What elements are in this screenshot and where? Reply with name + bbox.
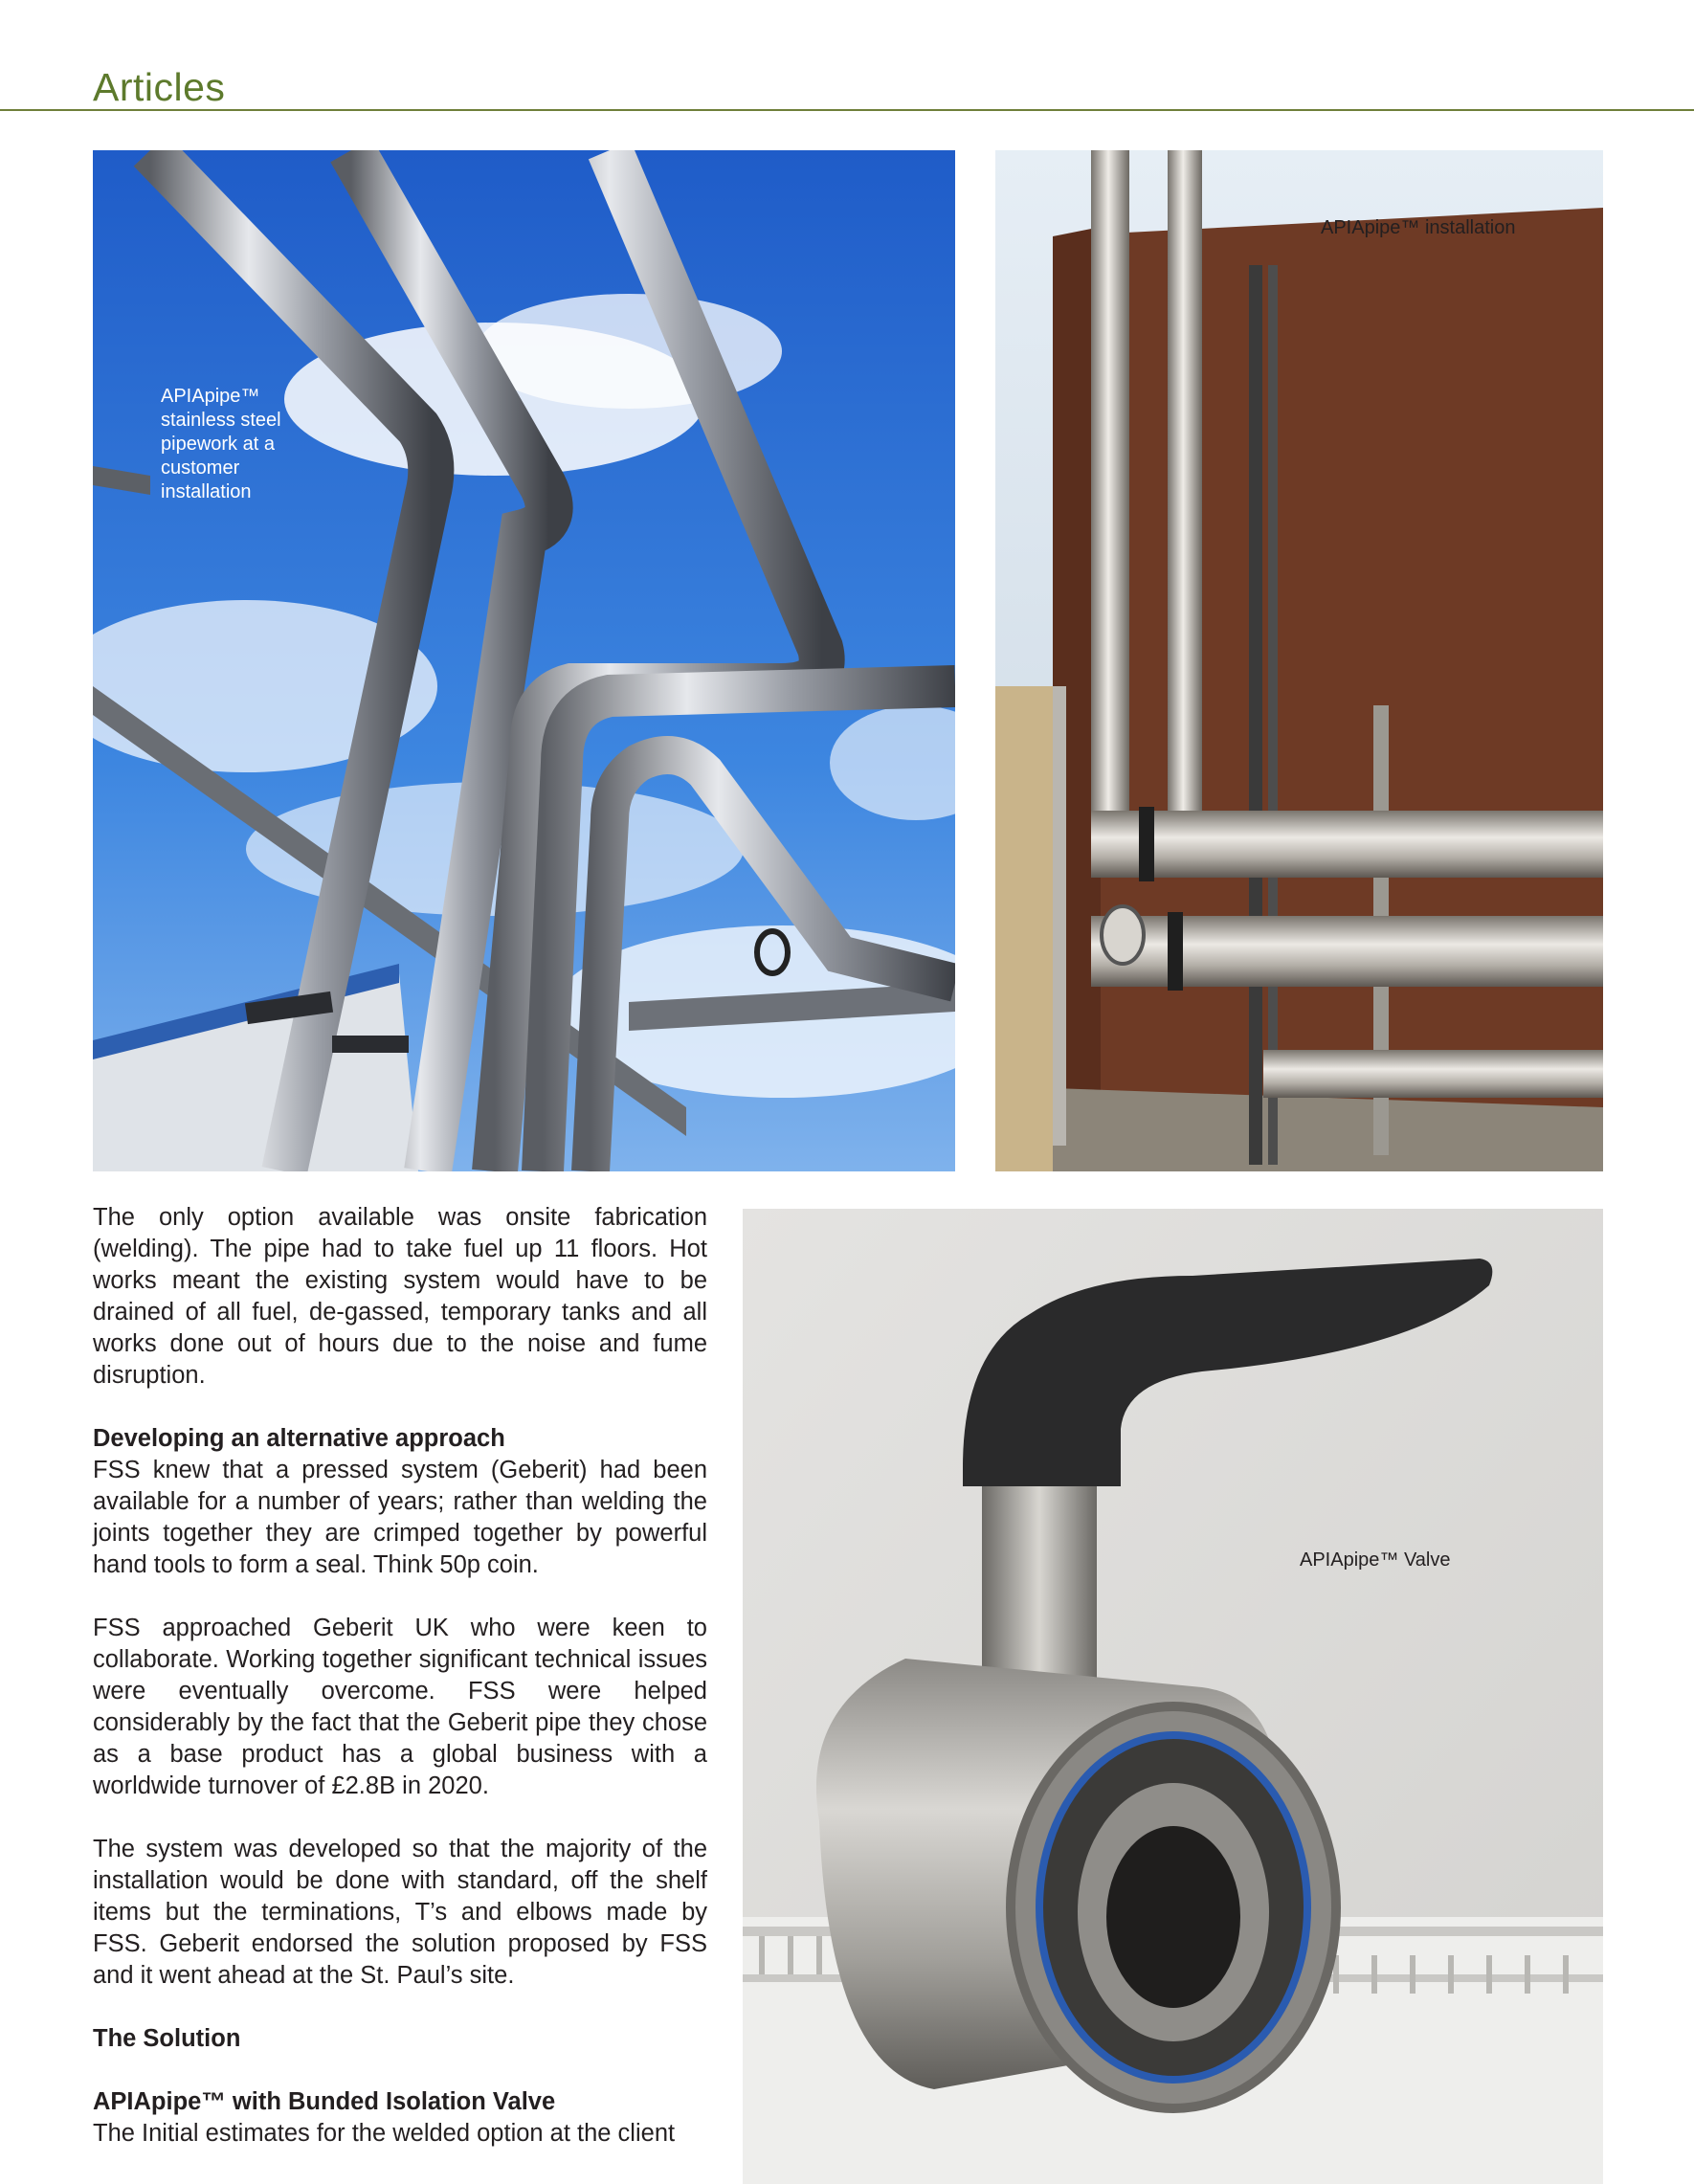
- photo-valve: [743, 1209, 1603, 2184]
- caption-valve: APIApipe™ Valve: [1300, 1549, 1451, 1571]
- photo-pipework-sky: [93, 150, 955, 1171]
- caption-pipework: APIApipe™ stainless steel pipework at a customer installation: [161, 386, 281, 502]
- caption-installation: APIApipe™ installation: [1321, 217, 1516, 238]
- paragraph-pressed-system: FSS knew that a pressed system (Geberit) had been available for a number of years; rather than welding the joints together they are crimped together by powerful hand tools to form a seal. Think 50p coin.: [93, 1457, 707, 1578]
- paragraph-initial-estimates: The Initial estimates for the welded option at the client: [93, 2120, 676, 2147]
- section-label: Articles: [93, 65, 226, 109]
- heading-solution: The Solution: [93, 2025, 241, 2052]
- heading-alternative-approach: Developing an alternative approach: [93, 1425, 505, 1452]
- photo-installation: [995, 150, 1603, 1171]
- paragraph-geberit-collaboration: FSS approached Geberit UK who were keen to collaborate. Working together significant technical issues were eventually overcome. FSS were helped considerably by the fact that the Geberit pipe they chose as a base product has a global business with a worldwide turnover of £2.8B in 2020.: [93, 1615, 707, 1799]
- paragraph-system-developed: The system was developed so that the majority of the installation would be done with standard, off the shelf items but the terminations, T’s and elbows made by FSS. Geberit endorsed the solution proposed by FSS and it went ahead at the St. Paul’s site.: [93, 1836, 707, 1989]
- article-body: [93, 1202, 707, 2150]
- intro-paragraph: The only option available was onsite fabrication (welding). The pipe had to take fuel up 11 floors. Hot works meant the existing system would have to be drained of all fuel, de-gassed, temporary tanks and all works done out of hours due to the noise and fume disruption.: [93, 1204, 707, 1389]
- header-rule: [0, 109, 1694, 111]
- heading-bunded-valve: APIApipe™ with Bunded Isolation Valve: [93, 2088, 556, 2115]
